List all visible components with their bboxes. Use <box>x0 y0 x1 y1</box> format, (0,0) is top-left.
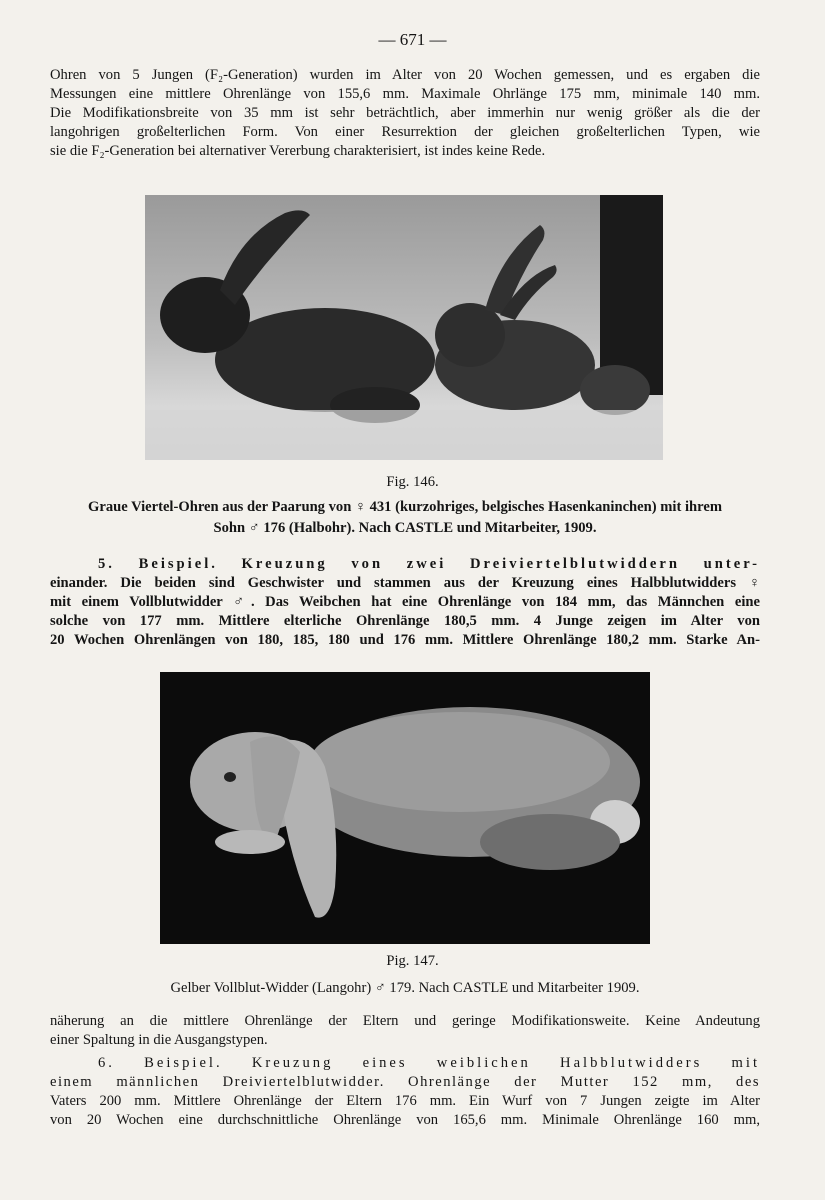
figure-146-photo <box>145 195 663 460</box>
text-line: 20 Wochen Ohrenlängen von 180, 185, 180 und 176 mm. Mittlere Ohrenlänge 180,2 mm. Starke An- <box>50 632 760 648</box>
figure-147-caption: Gelber Vollblut-Widder (Langohr) ♂ 179. Nach CASTLE und Mitarbeiter 1909. <box>170 980 640 996</box>
rabbits-photo-illustration <box>145 195 663 460</box>
paragraph-example-5 <box>50 555 760 650</box>
caption-line: Sohn ♂ 176 (Halbohr). Nach CASTLE und Mitarbeiter, 1909. <box>213 520 597 536</box>
text-line: näherung an die mittlere Ohrenlänge der Eltern und geringe Modifikationsweite. Keine Andeutung <box>50 1013 760 1029</box>
text-line: Vaters 200 mm. Mittlere Ohrenlänge der Eltern 176 mm. Ein Wurf von 7 Jungen zeigte im Alter <box>50 1093 760 1109</box>
figure-146-caption <box>50 497 760 539</box>
figure-146-label: Fig. 146. <box>386 474 439 490</box>
figure-147-photo <box>160 672 650 944</box>
figure-147-label: Pig. 147. <box>386 953 439 969</box>
paragraph-f2-generation <box>50 66 760 161</box>
paragraph-continuation <box>50 1012 760 1050</box>
caption-line: Graue Viertel-Ohren aus der Paarung von ♀ 431 (kurzohriges, belgisches Hasenkaninchen) mit ihrem <box>87 499 722 515</box>
paragraph-example-6 <box>50 1054 760 1130</box>
text-line: von 20 Wochen eine durchschnittliche Ohrenlänge von 165,6 mm. Minimale Ohrenlänge 160 mm, <box>50 1112 760 1128</box>
lop-rabbit-photo-illustration <box>160 672 650 944</box>
text-line: solche von 177 mm. Mittlere elterliche Ohrenlänge 180,5 mm. 4 Junge zeigen im Alter von <box>50 613 760 629</box>
page-number: — 671 — <box>378 30 447 49</box>
text-line: 5. Beispiel. Kreuzung von zwei Dreiviertelblutwiddern unter- <box>98 556 760 572</box>
text-line: sie die F₂-Generation bei alternativer Vererbung charakterisiert, ist indes keine Rede. <box>50 143 546 159</box>
text-line: langohrigen großelterlichen Form. Von einer Resurrektion der gleichen großelterlichen Typen, wie <box>50 124 760 140</box>
text-line: einander. Die beiden sind Geschwister und stammen aus der Kreuzung eines Halbblutwidders ♀ <box>50 575 760 591</box>
text-line: Die Modifikationsbreite von 35 mm ist sehr beträchtlich, aber immerhin nur wenig größer als die der <box>50 105 760 121</box>
text-line: mit einem Vollblutwidder ♂. Das Weibchen hat eine Ohrenlänge von 184 mm, das Männchen eine <box>50 594 760 610</box>
text-line: einem männlichen Dreiviertelblutwidder. Ohrenlänge der Mutter 152 mm, des <box>50 1074 760 1090</box>
text-line: Messungen eine mittlere Ohrenlänge von 155,6 mm. Maximale Ohrlänge 175 mm, minimale 140 mm. <box>50 86 760 102</box>
text-line: Ohren von 5 Jungen (F₂-Generation) wurden im Alter von 20 Wochen gemessen, und es ergaben die <box>50 67 760 83</box>
text-line: 6. Beispiel. Kreuzung eines weiblichen Halbblutwidders mit <box>98 1055 760 1071</box>
text-line: einer Spaltung in die Ausgangstypen. <box>50 1032 268 1048</box>
